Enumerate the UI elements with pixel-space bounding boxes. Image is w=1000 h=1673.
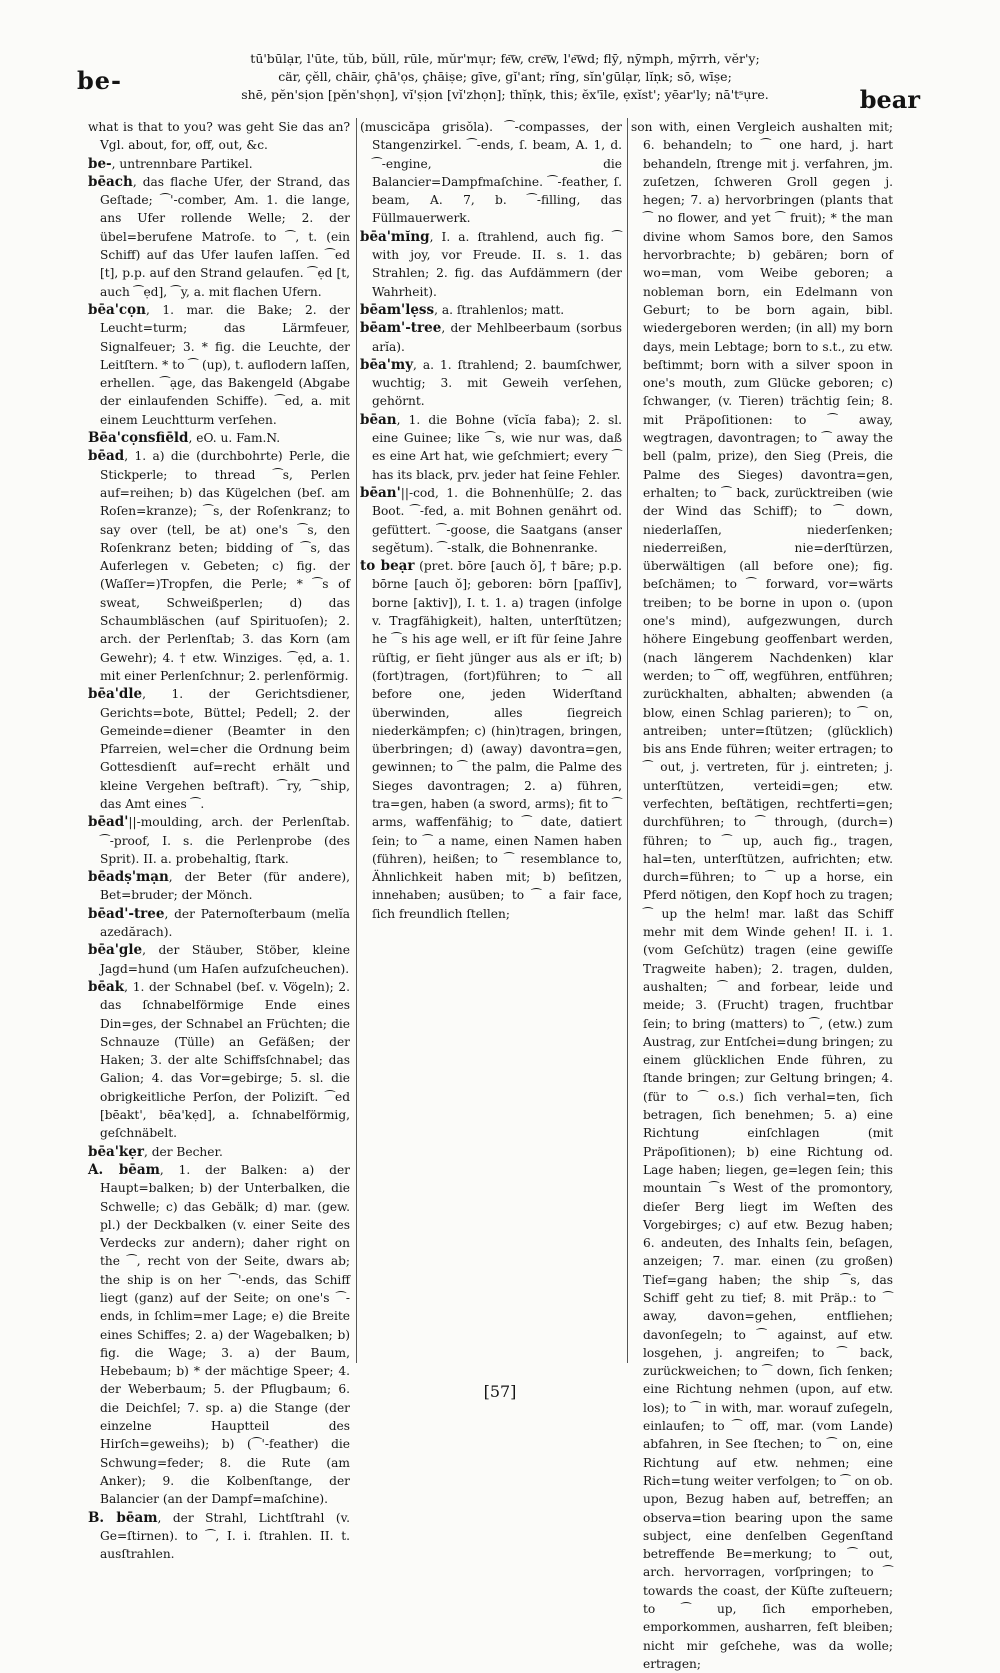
- dictionary-entry: [88, 155, 350, 173]
- definition-text: , 1. der Balken: a) der Haupt=balken; b) der Unterbalken, die Schwelle; c) das Gebälk; d) mar. (gew. pl.) der Deckbalken (v. einer Seite des Verdecks zur andern); daher right on the ⁀, recht von der Seite, dwars ab; the ship is on her ⁀'-ends, das Schiff liegt (ganz) auf der Seite; on one's ⁀-ends, in ſchlim=mer Lage; e) die Breite eines Schiffes; 2. a) der Wagebalken; b) fig. die Wage; 3. a) der Baum, Hebebaum; b) * der mächtige Speer; 4. der Weberbaum; 5. der Pflugbaum; 6. die Deichſel; 7. sp. a) die Stange (der einzelne Hauptteil des Hirſch=geweihs); b) (⁀'-feather) die Schwung=feder; 8. die Rute (am Anker); 9. die Kolbenſtange, der Balancier (an der Dampf=maſchine).: [100, 1162, 350, 1507]
- definition-text: , der Stäuber, Stöber, kleine Jagd=hund (um Haſen aufzuſcheuchen).: [100, 943, 350, 976]
- dictionary-entry: [360, 356, 622, 411]
- dictionary-entry: [88, 905, 350, 942]
- headword: bēa'gle: [88, 942, 143, 959]
- definition-text: , eO. u. Fam.N.: [188, 431, 281, 446]
- dictionary-entry: [88, 429, 350, 447]
- headword: bēad: [88, 448, 125, 465]
- pron-key-line: cär, çĕll, chāir, çhā'ọs, çhāiṣe; gīve, gĭ'ant; rĭng, sĭn'gūlạr, lĭṇk; sō, wīṣe;: [278, 69, 732, 84]
- dictionary-entry: [360, 319, 622, 356]
- dictionary-entry: [88, 941, 350, 978]
- definition-text: , a. ſtrahlenlos; matt.: [434, 302, 565, 317]
- dictionary-entry: [360, 557, 622, 923]
- page-number: [57]: [483, 1382, 517, 1401]
- definition-text: ||-moulding, arch. der Perlenſtab. ⁀-proof, I. s. die Perlenprobe (des Sprit). II. a. probehaltig, ſtark.: [100, 815, 350, 866]
- pron-key-line: shē, pĕn'sịon [pĕn'shọn], vĭ'ṣịon [vĭ'zhọn]; thĭṇk, this; ĕx'īle, ẹxĭst'; yēar'ly; nā'tˢụre.: [241, 87, 769, 102]
- definition-text: , das flache Ufer, der Strand, das Geſtade; ⁀'-comber, Am. 1. die lange, ans Ufer rollende Welle; 2. der übel=berufene Matroſe. to ⁀, t. (ein Schiff) auf das Ufer laufen laſſen. ⁀ed [t], p.p. auf den Strand gelaufen. ⁀ẹd [t, auch ⁀ẹd], ⁀y, a. mit flachen Ufern.: [100, 174, 350, 299]
- definition-text: , der Becher.: [143, 1144, 223, 1159]
- definition-text: , 1. der Schnabel (beſ. v. Vögeln); 2. das ſchnabelförmige Ende eines Din=ges, der Schnabel an Früchten; die Schnauze (Tülle) an Gefäßen; der Haken; 3. der alte Schiffsſchnabel; das Galion; 4. das Vor=gebirge; 5. sl. die obrigkeitliche Perſon, der Poliziſt. ⁀ed [bēakt', bēa'kẹd], a. ſchnabelförmig, geſchnäbelt.: [100, 979, 350, 1141]
- definition-text: , 1. mar. die Bake; 2. der Leucht=turm; das Lärmfeuer, Signalfeuer; 3. * fig. die Leuchte, der Leitſtern. * to ⁀ (up), t. auflodern laſſen, erhellen. ⁀ạge, das Bakengeld (Abgabe der einlaufenden Schiffe). ⁀ed, a. mit einem Leuchtturm verſehen.: [100, 302, 350, 427]
- headword: A. bēam: [88, 1161, 160, 1178]
- dictionary-entry: [88, 1161, 350, 1509]
- dictionary-entry: [360, 484, 622, 557]
- column-3: [631, 118, 893, 1671]
- running-head-left: be-: [77, 66, 123, 95]
- dictionary-entry: [88, 978, 350, 1143]
- headword: bēak: [88, 978, 125, 995]
- definition-text: , der Strahl, Lichtſtrahl (v. Ge=ſtirnen). to ⁀, I. i. ſtrahlen. II. t. ausſtrahlen.: [100, 1510, 350, 1562]
- dictionary-entry: [88, 1143, 350, 1161]
- headword: to beạr: [360, 558, 415, 575]
- dictionary-entry: [88, 173, 350, 301]
- headword: bēach: [88, 173, 133, 190]
- headword: bēam'lẹss: [360, 301, 435, 318]
- running-head-right: bear: [859, 85, 920, 114]
- definition-text: , I. a. ſtrahlend, auch fig. ⁀ with joy, vor Freude. II. s. 1. das Strahlen; 2. fig. das Aufdämmern (der Wahrheit).: [372, 229, 622, 299]
- definition-text: (pret. bōre [auch ŏ], † bāre; p.p. bōrne [auch ŏ]; geboren: bōrn [paſſiv], borne [aktiv]), I. t. 1. a) tragen (infolge v. Tragfähigkeit), halten, unterſtützen; he ⁀s his age well, er iſt für ſeine Jahre rüſtig, er ſieht jünger aus als er iſt; b) (fort)tragen, (fort)führen; to ⁀ all before one, jeden Widerſtand überwinden, alles ſiegreich niederkämpfen; c) (hin)tragen, bringen, überbringen; d) (away) davontra=gen, gewinnen; to ⁀ the palm, die Palme des Sieges davontragen; 2. a) führen, tra=gen, haben (a sword, arms); fit to ⁀ arms, waffenfähig; to ⁀ date, datiert ſein; to ⁀ a name, einen Namen haben (führen), heißen; to ⁀ resemblance to, Ähnlichkeit haben mit; b) beſitzen, innehaben; ausüben; to ⁀ a fair face, ſich freundlich ſtellen;: [372, 559, 622, 921]
- dictionary-entry: [88, 868, 350, 905]
- definition-text: (muscicăpa grisŏla). ⁀-compasses, der Stangenzirkel. ⁀-ends, ſ. beam, A. 1, d. ⁀-engine, die Balancier=Dampfmaſchine. ⁀-feather, ſ. beam, A. 7, b. ⁀-filling, das Füllmauerwerk.: [360, 120, 622, 226]
- headword: bēan: [360, 411, 397, 428]
- headword: bēa'kẹr: [88, 1143, 144, 1160]
- dictionary-entry: [360, 228, 622, 301]
- definition-text: ||-cod, 1. die Bohnenhülſe; 2. das Boot. ⁀-fed, a. mit Bohnen genährt od. gefüttert. ⁀-goose, die Saatgans (anser segĕtum). ⁀-stalk, die Bohnenranke.: [372, 485, 622, 555]
- column-1: [88, 118, 350, 1562]
- headword: bēa'dle: [88, 686, 143, 703]
- dictionary-entry: [88, 301, 350, 429]
- headword: bēa'cọn: [88, 301, 146, 318]
- column-divider: [627, 118, 628, 1363]
- headword: bēadṣ'mạn: [88, 869, 169, 886]
- headword: bēa'my: [360, 356, 414, 373]
- dictionary-entry: [88, 813, 350, 868]
- definition-text: , der Paternoſterbaum (melĭa azedărach).: [100, 906, 350, 940]
- dictionary-entry: [360, 411, 622, 484]
- definition-text: what is that to you? was geht Sie das an? Vgl. about, for, off, out, &c.: [88, 120, 350, 153]
- headword: bēan': [360, 484, 401, 501]
- definition-text: , a. 1. ſtrahlend; 2. baumſchwer, wuchtig; 3. mit Geweih verſehen, gehörnt.: [372, 357, 622, 409]
- dictionary-entry: [88, 1509, 350, 1564]
- definition-text: , untrennbare Partikel.: [111, 156, 253, 171]
- headword: bēa'mĭng: [360, 228, 430, 245]
- definition-text: , 1. a) die (durchbohrte) Perle, die Stickperle; to thread ⁀s, Perlen auf=reihen; b) das Kügelchen (beſ. am Roſen=kranze); ⁀s, der Roſenkranz; to say over (tell, be at) one's ⁀s, den Roſenkranz beten; bidding of ⁀s, das Auferlegen v. Gebeten; c) fig. der (Waſſer=)Tropfen, die Perle; * ⁀s of sweat, Schweißperlen; d) das Schaumbläschen (auf Spirituoſen); 2. arch. der Perlenſtab; 3. das Korn (am Gewehr); 4. † etw. Winziges. ⁀ẹd, a. 1. mit einer Perlenſchnur; 2. perlenförmig.: [100, 449, 350, 683]
- dictionary-entry: [360, 118, 622, 228]
- dictionary-entry: [360, 301, 622, 319]
- dictionary-entry: [88, 685, 350, 813]
- headword: be-: [88, 155, 112, 172]
- pronunciation-key: [215, 50, 795, 104]
- headword: B. bēam: [88, 1509, 158, 1526]
- dictionary-entry: [88, 447, 350, 685]
- dictionary-entry: [88, 118, 350, 155]
- definition-text: , der Mehlbeerbaum (sorbus arĭa).: [372, 321, 622, 354]
- definition-text: , der Beter (für andere), Bet=bruder; der Mönch.: [100, 870, 350, 903]
- pron-key-line: tū'būlạr, l'ūte, tŭb, bŭll, rūle, mŭr'mụr; fe͞w, cre͞w, l'e͞wd; flȳ, nȳmph, mȳrrh, vĕr'y;: [250, 51, 760, 66]
- headword: bēam'-tree: [360, 320, 442, 337]
- headword: Bēa'cọnsfiēld: [88, 430, 189, 447]
- definition-text: son with, einen Vergleich aushalten mit; 6. behandeln; to ⁀ one hard, j. hart behandeln, ſtrenge mit j. verfahren, jm. zuſetzen, ſchweren Groll gegen j. hegen; 7. a) hervorbringen (plants that ⁀ no flower, and yet ⁀ fruit); * the man divine whom Samos bore, den Samos hervorbrachte; b) gebären; born of wo=man, vom Weibe geboren; a nobleman born, ein Edelmann von Geburt; to be born again, bibl. wiedergeboren werden; (in all) my born days, mein Lebtage; born to s.t., zu etw. beſtimmt; born with a silver spoon in one's mouth, zum Glücke geboren; c) ſchwanger, (v. Tieren) trächtig ſein; 8. mit Präpoſitionen: to ⁀ away, wegtragen, davontragen; to ⁀ away the bell (palm, prize), den Sieg (Preis, die Palme des Sieges) davontra=gen, erhalten; to ⁀ back, zurücktreiben (wie der Wind das Schiff); to ⁀ down, niederlaſſen, niederſenken; niederreißen, nie=derſtürzen, überwältigen (all before one); fig. beſchämen; to ⁀ forward, vor=wärts treiben; to be borne in upon o. (upon one's mind), aufgezwungen, durch höhere Eingebung geoffenbart werden, (nach längerem Nachdenken) klar werden; to ⁀ off, wegführen, entführen; zurückhalten, abhalten; abwenden (a blow, einen Schlag parieren); to ⁀ on, antreiben; unter=ſtützen; (glücklich) bis ans Ende führen; weiter ertragen; to ⁀ out, j. vertreten, für j. eintreten; j. unterſtützen, verteidi=gen; etw. verfechten, beſtätigen, rechtferti=gen; durchführen; to ⁀ through, (durch=) führen; to ⁀ up, auch fig., tragen, hal=ten, unterſtützen, aufrichten; etw. durch=führen; to ⁀ up a horse, ein Pferd nötigen, den Kopf hoch zu tragen; ⁀ up the helm! mar. laßt das Schiff mehr mit dem Winde gehen! II. i. 1. (vom Geſchütz) tragen (eine gewiſſe Tragweite haben); 2. tragen, dulden, aushalten; ⁀ and forbear, leide und meide; 3. (Frucht) tragen, fruchtbar ſein; to bring (matters) to ⁀, (etw.) zum Austrag, zur Entſchei=dung bringen; zu einem glücklichen Ende führen, zu ſtande bringen; zur Geltung bringen; 4. (für to ⁀ o.s.) ſich verhal=ten, ſich betragen, ſich benehmen; 5. a) eine Richtung einſchlagen (mit Präpoſitionen); b) eine Richtung od. Lage haben; liegen, ge=legen ſein; this mountain ⁀s West of the promontory, dieſer Berg liegt im Weſten des Vorgebirges; c) auf etw. Bezug haben; 6. andeuten, des Inhalts ſein, beſagen, anzeigen; 7. mar. einen (zu großen) Tief=gang haben; the ship ⁀s, das Schiff geht zu tief; 8. mit Präp.: to ⁀ away, davon=gehen, entfliehen; davonſegeln; to ⁀ against, auf etw. losgehen, j. angreifen; to ⁀ back, zurückweichen; to ⁀ down, ſich ſenken; eine Richtung nehmen (upon, auf etw. los); to ⁀ in with, mar. worauf zuſegeln, einlaufen; to ⁀ off, mar. (vom Lande) abfahren, in See ſtechen; to ⁀ on, eine Richtung auf etw. nehmen; eine Rich=tung weiter verfolgen; to ⁀ on ob. upon, Bezug haben auf, betreffen; an observa=tion bearing upon the same subject, eine denſelben Gegenſtand betreffende Be=merkung; to ⁀ out, arch. hervorragen, vorſpringen; to ⁀ towards the coast, der Küſte zuſteuern; to ⁀ up, ſich emporheben, emporkommen, ausharren, feſt bleiben; nicht mir geſchehe, was da wolle; ertragen;: [631, 120, 893, 1671]
- definition-text: , 1. die Bohne (vĭcĭa faba); 2. sl. eine Guinee; like ⁀s, wie nur was, daß es eine Art hat, wie geſchmiert; every ⁀ has its black, prv. jeder hat ſeine Fehler.: [372, 412, 622, 482]
- column-divider: [356, 118, 357, 1363]
- headword: bēad'-tree: [88, 905, 165, 922]
- definition-text: , 1. der Gerichtsdiener, Gerichts=bote, Büttel; Pedell; 2. der Gemeinde=diener (Beamter in den Pfarreien, wel=cher die Ordnung beim Gottesdienſt auf=recht erhält und kleine Vergehen beſtraft). ⁀ry, ⁀ship, das Amt eines ⁀.: [100, 687, 350, 811]
- dictionary-entry: [631, 118, 893, 1673]
- column-2: [360, 118, 622, 1368]
- headword: bēad': [88, 814, 129, 831]
